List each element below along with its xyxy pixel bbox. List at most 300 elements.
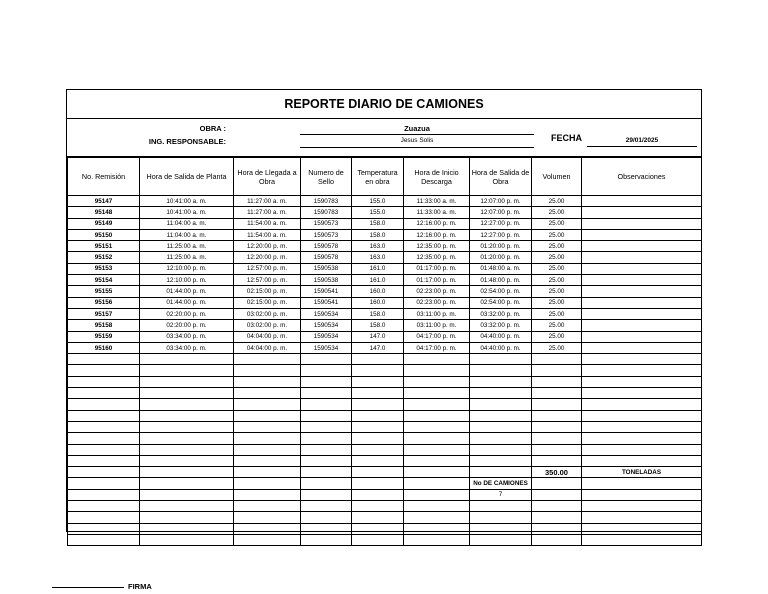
- table-cell: 11:25:00 a. m.: [140, 241, 234, 252]
- table-cell: [404, 388, 470, 399]
- table-cell: 25.00: [532, 286, 582, 297]
- table-cell: [234, 399, 301, 410]
- table-cell: [68, 388, 140, 399]
- obra-underline: [300, 134, 534, 135]
- table-cell: 95154: [68, 275, 140, 286]
- table-cell: 161.0: [352, 275, 404, 286]
- camiones-value-row: [68, 489, 702, 500]
- table-cell: [234, 455, 301, 466]
- table-cell: 25.00: [532, 252, 582, 263]
- table-cell: 03:32:00 p. m.: [470, 308, 532, 319]
- table-cell: [470, 376, 532, 387]
- column-header: No. Remisión: [68, 158, 140, 196]
- table-cell: 25.00: [532, 297, 582, 308]
- table-cell: [68, 489, 140, 500]
- table-cell: [68, 365, 140, 376]
- table-cell: [582, 399, 702, 410]
- table-cell: [352, 478, 404, 489]
- table-cell: 02:20:00 p. m.: [140, 308, 234, 319]
- table-cell: [582, 354, 702, 365]
- table-cell: [301, 388, 352, 399]
- signature-line: [52, 587, 124, 588]
- table-cell: 12:10:00 p. m.: [140, 275, 234, 286]
- table-row: [68, 196, 702, 207]
- table-cell: [582, 534, 702, 545]
- table-cell: [301, 501, 352, 512]
- table-cell: [68, 467, 140, 478]
- table-row: [68, 263, 702, 274]
- table-cell: [234, 365, 301, 376]
- table-cell: 163.0: [352, 241, 404, 252]
- table-cell: [352, 455, 404, 466]
- table-cell: [582, 196, 702, 207]
- table-cell: 01:44:00 p. m.: [140, 286, 234, 297]
- table-cell: [404, 365, 470, 376]
- table-cell: 1590783: [301, 207, 352, 218]
- table-cell: [532, 501, 582, 512]
- table-cell: 350.00: [532, 467, 582, 478]
- table-cell: 11:54:00 a. m.: [234, 229, 301, 240]
- table-cell: [301, 455, 352, 466]
- table-cell: [404, 523, 470, 534]
- table-cell: [352, 501, 404, 512]
- table-cell: 1590534: [301, 342, 352, 353]
- table-cell: [234, 501, 301, 512]
- table-cell: [582, 410, 702, 421]
- table-cell: 10:41:00 a. m.: [140, 196, 234, 207]
- table-row: [68, 534, 702, 545]
- table-cell: [582, 501, 702, 512]
- table-cell: 95158: [68, 320, 140, 331]
- table-cell: 03:32:00 p. m.: [470, 320, 532, 331]
- table-cell: [532, 365, 582, 376]
- table-cell: [404, 501, 470, 512]
- table-cell: 1590541: [301, 297, 352, 308]
- table-cell: 01:48:00 p. m.: [470, 275, 532, 286]
- table-cell: 1590573: [301, 229, 352, 240]
- table-cell: [68, 410, 140, 421]
- table-row: [68, 297, 702, 308]
- table-cell: [140, 365, 234, 376]
- table-cell: 01:17:00 p. m.: [404, 263, 470, 274]
- table-cell: [234, 489, 301, 500]
- table-cell: 95147: [68, 196, 140, 207]
- table-cell: 25.00: [532, 196, 582, 207]
- table-cell: 1590541: [301, 286, 352, 297]
- table-cell: [470, 354, 532, 365]
- table-cell: 12:20:00 p. m.: [234, 241, 301, 252]
- table-cell: [582, 478, 702, 489]
- table-cell: [352, 523, 404, 534]
- table-cell: [582, 433, 702, 444]
- table-cell: 1590783: [301, 196, 352, 207]
- table-cell: [140, 388, 234, 399]
- table-row: [68, 512, 702, 523]
- table-cell: [301, 376, 352, 387]
- table-cell: 95149: [68, 218, 140, 229]
- table-cell: [68, 478, 140, 489]
- table-cell: [582, 444, 702, 455]
- table-cell: [404, 534, 470, 545]
- table-cell: 11:25:00 a. m.: [140, 252, 234, 263]
- table-cell: 1590534: [301, 331, 352, 342]
- table-cell: [404, 354, 470, 365]
- table-cell: [470, 467, 532, 478]
- table-cell: [352, 421, 404, 432]
- table-cell: 95152: [68, 252, 140, 263]
- table-cell: No DE CAMIONES: [470, 478, 532, 489]
- table-cell: [582, 297, 702, 308]
- table-cell: 163.0: [352, 252, 404, 263]
- table-header-row: [68, 158, 702, 196]
- table-cell: [68, 455, 140, 466]
- table-row: [68, 218, 702, 229]
- table-cell: [234, 354, 301, 365]
- table-row: [68, 354, 702, 365]
- table-body: [68, 196, 702, 546]
- table-cell: [532, 376, 582, 387]
- table-cell: 25.00: [532, 218, 582, 229]
- table-cell: 03:11:00 p. m.: [404, 308, 470, 319]
- table-cell: [532, 455, 582, 466]
- table-cell: 02:54:00 p. m.: [470, 286, 532, 297]
- responsable-underline: [300, 147, 534, 148]
- table-cell: 95151: [68, 241, 140, 252]
- table-cell: [140, 421, 234, 432]
- table-cell: 02:20:00 p. m.: [140, 320, 234, 331]
- table-cell: [352, 534, 404, 545]
- table-cell: [470, 421, 532, 432]
- fecha-label: FECHA: [551, 133, 582, 143]
- table-cell: [582, 308, 702, 319]
- table-cell: [352, 410, 404, 421]
- table-cell: 160.0: [352, 286, 404, 297]
- table-cell: 12:27:00 p. m.: [470, 229, 532, 240]
- table-cell: [582, 421, 702, 432]
- table-cell: 02:15:00 p. m.: [234, 286, 301, 297]
- ing-responsable-label: ING. RESPONSABLE:: [148, 137, 226, 146]
- table-cell: 1590538: [301, 263, 352, 274]
- table-cell: [582, 252, 702, 263]
- column-header: Hora de Salida de Obra: [470, 158, 532, 196]
- table-cell: [140, 433, 234, 444]
- table-cell: [68, 354, 140, 365]
- table-cell: [140, 354, 234, 365]
- table-cell: [470, 410, 532, 421]
- table-cell: 25.00: [532, 207, 582, 218]
- table-cell: 01:20:00 p. m.: [470, 252, 532, 263]
- table-cell: 161.0: [352, 263, 404, 274]
- column-header: Hora de Inicio Descarga: [404, 158, 470, 196]
- table-cell: 155.0: [352, 196, 404, 207]
- table-cell: 95160: [68, 342, 140, 353]
- table-cell: [404, 489, 470, 500]
- table-cell: 03:02:00 p. m.: [234, 308, 301, 319]
- table-cell: [68, 444, 140, 455]
- table-cell: [582, 263, 702, 274]
- report-title: REPORTE DIARIO DE CAMIONES: [284, 97, 484, 111]
- table-cell: 11:27:00 a. m.: [234, 207, 301, 218]
- table-cell: [582, 388, 702, 399]
- table-cell: [301, 410, 352, 421]
- table-cell: [234, 478, 301, 489]
- table-cell: 25.00: [532, 308, 582, 319]
- table-cell: [301, 523, 352, 534]
- table-cell: [582, 365, 702, 376]
- camiones-label-row: [68, 478, 702, 489]
- table-cell: 25.00: [532, 229, 582, 240]
- table-row: [68, 421, 702, 432]
- table-cell: 12:20:00 p. m.: [234, 252, 301, 263]
- table-row: [68, 388, 702, 399]
- table-cell: 03:34:00 p. m.: [140, 331, 234, 342]
- obra-label: OBRA :: [199, 124, 226, 133]
- table-cell: [68, 399, 140, 410]
- table-row: [68, 410, 702, 421]
- table-cell: [404, 467, 470, 478]
- column-header: Hora de Salida de Planta: [140, 158, 234, 196]
- table-cell: [582, 207, 702, 218]
- table-row: [68, 241, 702, 252]
- table-cell: TONELADAS: [582, 467, 702, 478]
- table-cell: [68, 376, 140, 387]
- table-cell: 04:40:00 p. m.: [470, 331, 532, 342]
- table-cell: 158.0: [352, 320, 404, 331]
- table-row: [68, 342, 702, 353]
- table-cell: [301, 478, 352, 489]
- table-cell: 1590578: [301, 252, 352, 263]
- table-cell: [352, 444, 404, 455]
- table-cell: [470, 444, 532, 455]
- table-cell: 25.00: [532, 275, 582, 286]
- table-cell: 25.00: [532, 331, 582, 342]
- table-cell: 02:54:00 p. m.: [470, 297, 532, 308]
- table-cell: 01:48:00 a. m.: [470, 263, 532, 274]
- table-cell: [582, 331, 702, 342]
- table-cell: 04:40:00 p. m.: [470, 342, 532, 353]
- table-cell: [68, 512, 140, 523]
- table-cell: [582, 512, 702, 523]
- table-cell: [352, 467, 404, 478]
- table-cell: 04:17:00 p. m.: [404, 342, 470, 353]
- table-cell: [404, 455, 470, 466]
- table-cell: 155.0: [352, 207, 404, 218]
- table-cell: [582, 320, 702, 331]
- table-cell: [470, 501, 532, 512]
- table-cell: [140, 534, 234, 545]
- table-cell: [582, 489, 702, 500]
- table-cell: [301, 512, 352, 523]
- table-cell: [140, 376, 234, 387]
- table-cell: [404, 376, 470, 387]
- table-row: [68, 455, 702, 466]
- table-cell: 95148: [68, 207, 140, 218]
- table-row: [68, 320, 702, 331]
- table-cell: 1590534: [301, 308, 352, 319]
- table-cell: 02:23:00 p. m.: [404, 286, 470, 297]
- table-cell: [532, 410, 582, 421]
- table-row: [68, 229, 702, 240]
- table-cell: [404, 512, 470, 523]
- table-cell: [470, 433, 532, 444]
- table-cell: [352, 365, 404, 376]
- table-cell: [582, 455, 702, 466]
- table-cell: [352, 376, 404, 387]
- table-cell: [301, 444, 352, 455]
- table-cell: [234, 523, 301, 534]
- table-cell: [352, 354, 404, 365]
- table-cell: [352, 512, 404, 523]
- table-cell: [301, 399, 352, 410]
- table-cell: 12:57:00 p. m.: [234, 275, 301, 286]
- table-cell: [234, 421, 301, 432]
- column-header: Numero de Sello: [301, 158, 352, 196]
- table-cell: 1590578: [301, 241, 352, 252]
- table-row: [68, 331, 702, 342]
- table-cell: [140, 444, 234, 455]
- table-row: [68, 523, 702, 534]
- table-cell: 03:11:00 p. m.: [404, 320, 470, 331]
- signature-area: [52, 582, 152, 591]
- table-cell: 04:04:00 p. m.: [234, 331, 301, 342]
- table-cell: [532, 444, 582, 455]
- table-cell: [301, 421, 352, 432]
- totals-row: [68, 467, 702, 478]
- table-cell: 01:20:00 p. m.: [470, 241, 532, 252]
- firma-label: FIRMA: [128, 582, 152, 591]
- table-cell: [352, 489, 404, 500]
- table-cell: [532, 523, 582, 534]
- table-cell: [470, 455, 532, 466]
- table-cell: [582, 218, 702, 229]
- column-header: Hora de Llegada a Obra: [234, 158, 301, 196]
- table-cell: 95157: [68, 308, 140, 319]
- table-cell: [352, 433, 404, 444]
- table-cell: 12:16:00 p. m.: [404, 229, 470, 240]
- table-cell: [470, 534, 532, 545]
- table-cell: 95156: [68, 297, 140, 308]
- table-cell: [582, 241, 702, 252]
- table-cell: 11:33:00 a. m.: [404, 196, 470, 207]
- column-header: Observaciones: [582, 158, 702, 196]
- table-cell: [234, 433, 301, 444]
- table-row: [68, 308, 702, 319]
- table-cell: [68, 523, 140, 534]
- table-row: [68, 365, 702, 376]
- table-cell: [301, 534, 352, 545]
- table-cell: [532, 388, 582, 399]
- report-sheet: [66, 89, 702, 532]
- table-cell: [301, 433, 352, 444]
- table-cell: 1590538: [301, 275, 352, 286]
- table-cell: [140, 478, 234, 489]
- table-cell: [532, 478, 582, 489]
- table-row: [68, 444, 702, 455]
- table-cell: 160.0: [352, 297, 404, 308]
- table-cell: [470, 365, 532, 376]
- table-row: [68, 286, 702, 297]
- table-cell: [582, 275, 702, 286]
- table-cell: [470, 399, 532, 410]
- table-cell: 158.0: [352, 229, 404, 240]
- table-cell: 25.00: [532, 342, 582, 353]
- table-cell: 1590573: [301, 218, 352, 229]
- table-cell: [68, 433, 140, 444]
- table-cell: 02:15:00 p. m.: [234, 297, 301, 308]
- table-cell: [532, 512, 582, 523]
- table-cell: 12:07:00 p. m.: [470, 207, 532, 218]
- title-divider: [67, 118, 701, 119]
- fecha-value: 29/01/2025: [625, 137, 659, 144]
- table-row: [68, 252, 702, 263]
- table-cell: 25.00: [532, 263, 582, 274]
- table-cell: 12:16:00 p. m.: [404, 218, 470, 229]
- table-cell: 95153: [68, 263, 140, 274]
- table-cell: [140, 455, 234, 466]
- table-cell: 147.0: [352, 331, 404, 342]
- table-cell: [234, 388, 301, 399]
- table-cell: [404, 421, 470, 432]
- table-cell: [582, 523, 702, 534]
- table-row: [68, 275, 702, 286]
- table-cell: 25.00: [532, 320, 582, 331]
- table-cell: [301, 489, 352, 500]
- table-cell: 01:17:00 p. m.: [404, 275, 470, 286]
- table-cell: [532, 534, 582, 545]
- table-cell: 147.0: [352, 342, 404, 353]
- table-cell: [470, 523, 532, 534]
- table-cell: [140, 399, 234, 410]
- table-cell: [68, 421, 140, 432]
- table-row: [68, 399, 702, 410]
- obra-value: Zuazua: [404, 124, 430, 133]
- table-row: [68, 501, 702, 512]
- table-row: [68, 207, 702, 218]
- table-cell: [582, 229, 702, 240]
- table-cell: 95155: [68, 286, 140, 297]
- table-cell: 04:04:00 p. m.: [234, 342, 301, 353]
- table-cell: [404, 444, 470, 455]
- table-cell: [404, 478, 470, 489]
- table-cell: [532, 354, 582, 365]
- table-cell: [301, 467, 352, 478]
- table-cell: [234, 512, 301, 523]
- table-cell: [532, 433, 582, 444]
- fecha-underline: [587, 146, 697, 147]
- table-cell: 01:44:00 p. m.: [140, 297, 234, 308]
- table-cell: 95159: [68, 331, 140, 342]
- table-cell: 12:57:00 p. m.: [234, 263, 301, 274]
- table-cell: [532, 399, 582, 410]
- table-cell: 11:04:00 a. m.: [140, 218, 234, 229]
- trucks-table: [67, 157, 702, 546]
- table-cell: [470, 388, 532, 399]
- table-cell: 12:35:00 p. m.: [404, 241, 470, 252]
- table-cell: [234, 444, 301, 455]
- table-cell: [470, 512, 532, 523]
- table-cell: 11:54:00 a. m.: [234, 218, 301, 229]
- table-cell: [582, 376, 702, 387]
- table-cell: 03:34:00 p. m.: [140, 342, 234, 353]
- table-cell: 11:04:00 a. m.: [140, 229, 234, 240]
- table-cell: [582, 286, 702, 297]
- table-cell: 95150: [68, 229, 140, 240]
- table-cell: [234, 410, 301, 421]
- table-cell: 11:33:00 a. m.: [404, 207, 470, 218]
- table-cell: [140, 489, 234, 500]
- table-cell: 03:02:00 p. m.: [234, 320, 301, 331]
- table-cell: 158.0: [352, 308, 404, 319]
